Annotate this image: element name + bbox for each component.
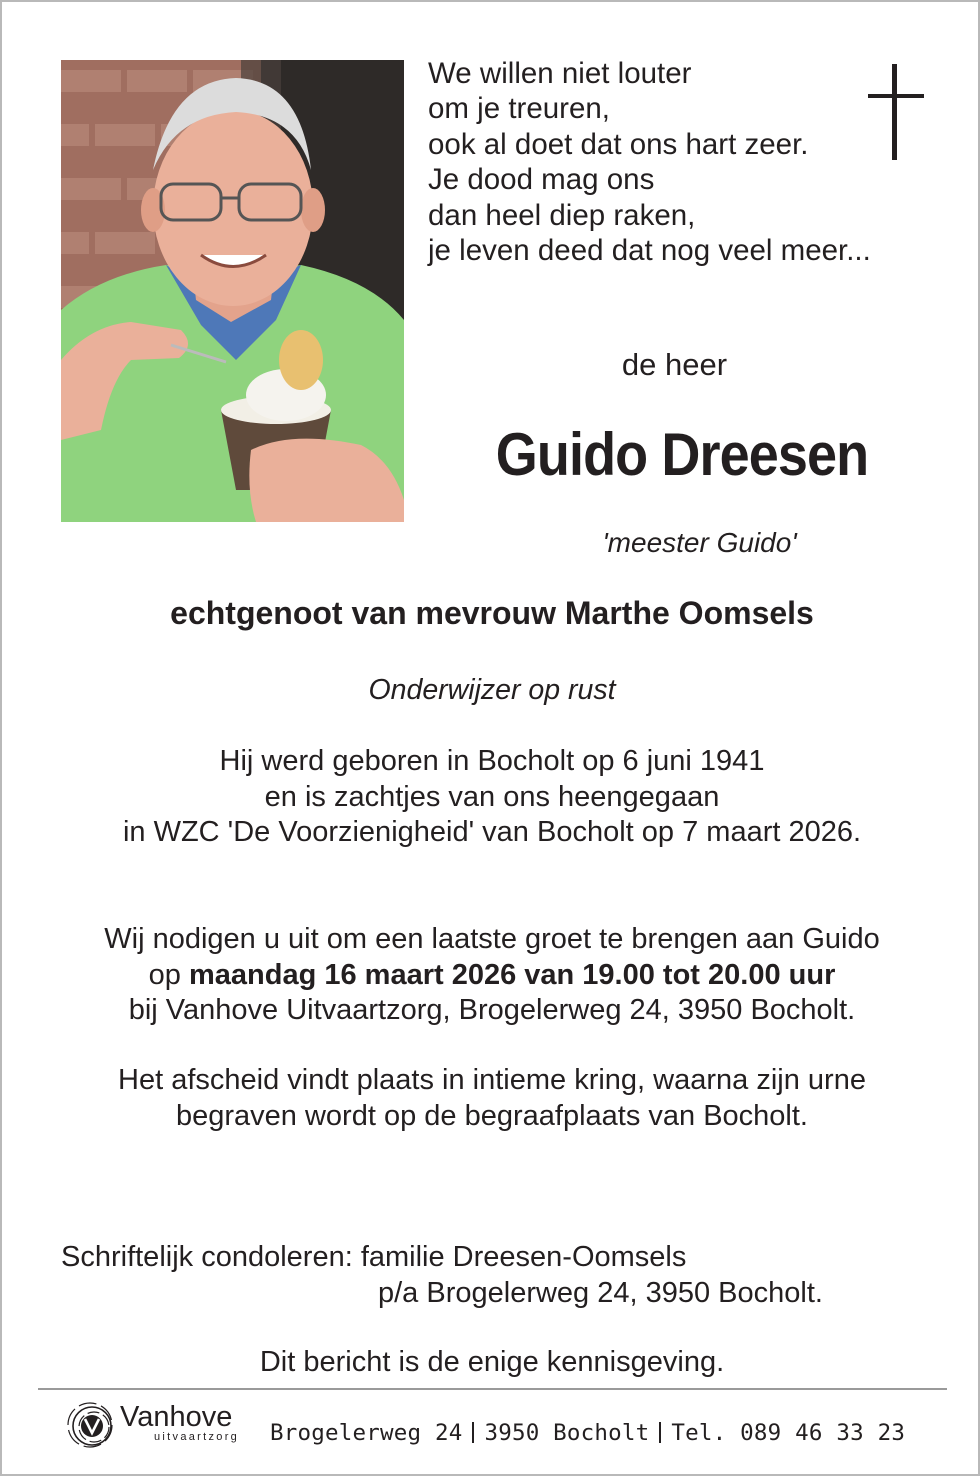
profession: Onderwijzer op rust <box>368 674 616 706</box>
nickname: 'meester Guido' <box>602 527 797 558</box>
poem-line: je leven deed dat nog veel meer... <box>428 234 871 268</box>
condolence-address <box>61 1240 823 1311</box>
footer-phone: Tel. 089 46 33 23 <box>671 1420 906 1446</box>
footer-contact <box>270 1420 905 1446</box>
separator <box>659 1422 661 1443</box>
poem-line: We willen niet louter <box>428 57 692 90</box>
paragraph-line: Wij nodigen u uit om een laatste groet te brengen aan Guido <box>104 923 880 955</box>
paragraph-line: begraven wordt op de begraafplaats van Bocholt. <box>176 1099 808 1132</box>
farewell-paragraph <box>42 1063 942 1134</box>
spouse-line: echtgenoot van mevrouw Marthe Oomsels <box>170 595 814 631</box>
paragraph-line: bij Vanhove Uitvaartzorg, Brogelerweg 24, 3950 Bocholt. <box>128 994 856 1026</box>
poem <box>428 56 871 268</box>
poem-line: ook al doet dat ons hart zeer. <box>428 127 809 161</box>
paragraph-line: in WZC 'De Voorzienigheid' van Bocholt op 7 maart 2026. <box>122 816 862 848</box>
cross-icon <box>868 64 924 160</box>
logo-brand-name: Vanhove <box>120 1401 233 1433</box>
portrait-photo <box>61 60 404 522</box>
separator <box>472 1422 474 1443</box>
vanhove-logo <box>66 1398 256 1454</box>
visitation-time: maandag 16 maart 2026 van 19.00 tot 20.00 uur <box>188 958 836 991</box>
paragraph-line: Hij werd geboren in Bocholt op 6 juni 1941 <box>219 745 765 777</box>
poem-line: om je treuren, <box>428 92 610 126</box>
divider <box>38 1388 947 1390</box>
footer-address: Brogelerweg 24 <box>270 1420 463 1446</box>
deceased-name: Guido Dreesen <box>495 421 869 488</box>
footer <box>66 1398 946 1454</box>
logo-subtitle: uitvaartzorg <box>154 1431 240 1443</box>
visitation-time-line <box>42 958 942 994</box>
vanhove-logo-icon <box>66 1400 118 1452</box>
footer-city: 3950 Bocholt <box>484 1420 650 1446</box>
paragraph-line: en is zachtjes van ons heengegaan <box>264 780 720 813</box>
name-prefix: de heer <box>621 347 728 382</box>
condolence-line: p/a Brogelerweg 24, 3950 Bocholt. <box>378 1276 823 1309</box>
notice-line: Dit bericht is de enige kennisgeving. <box>259 1346 725 1378</box>
visitation-prefix: op <box>148 958 189 991</box>
poem-line: Je dood mag ons <box>428 163 655 197</box>
birth-death-paragraph <box>42 744 942 851</box>
paragraph-line: Het afscheid vindt plaats in intieme kring, waarna zijn urne <box>118 1064 866 1096</box>
invitation-paragraph <box>42 922 942 1029</box>
poem-line: dan heel diep raken, <box>428 198 696 232</box>
condolence-line: Schriftelijk condoleren: familie Dreesen-Oomsels <box>61 1241 687 1273</box>
